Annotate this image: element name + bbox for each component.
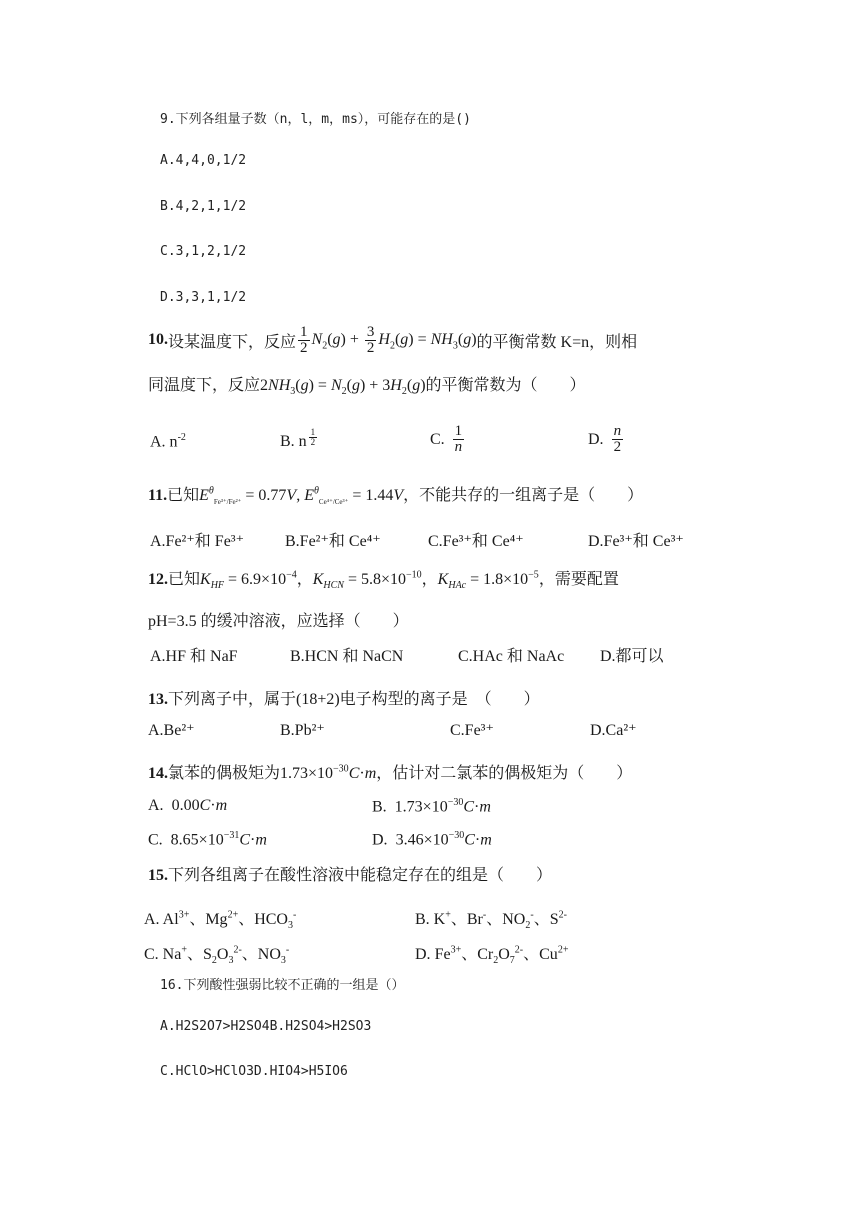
q12-option-a: A.HF 和 NaF [150, 648, 238, 665]
q12-constants: $K_{HF} = 6.9\times 10^{-4}$，$K_{HCN} = 5.8\times 10^{-10}$，$K_{HAc} = 1.8\times 10^{-5}$ [200, 569, 539, 592]
q9-stem: 9.下列各组量子数（n，l，m，ms），可能存在的是() [160, 112, 471, 127]
q12-option-c: C.HAc 和 NaAc [458, 648, 565, 665]
q12-number: 12. [148, 571, 168, 588]
q14-option-d: D. $3.46\times 10^{-30}C\cdot m$ [372, 830, 492, 849]
q14-stem: 14.氯苯的偶极矩为$1.73\times 10^{-30}C\cdot m$，估计对二氯苯的偶极矩为（ ） [148, 763, 633, 782]
q11-number: 11. [148, 487, 168, 504]
q11-potentials: $E^\theta_{Fe^{3+}/Fe^{2+}} = 0.77V$, $E^\theta_{Ce^{4+}/Ce^{3+}} = 1.44V$ [199, 485, 404, 507]
q12-option-d: D.都可以 [600, 648, 664, 665]
q10-number: 10. [148, 331, 168, 348]
q11-option-b: B.Fe²⁺和 Ce⁴⁺ [285, 533, 381, 550]
q15-option-a: A. $Al^{3+}$、$Mg^{2+}$、$HCO_3^-$ [144, 909, 297, 932]
q11-option-a: A.Fe²⁺和 Fe³⁺ [150, 533, 245, 550]
q10-stem-part: 设某温度下，反应 [168, 333, 297, 351]
q11-option-c: C.Fe³⁺和 Ce⁴⁺ [428, 533, 524, 550]
q10-stem-line2 [148, 372, 586, 397]
q10-option-c: C. $\frac{1}{n}$ [430, 423, 463, 455]
q16-stem: 16.下列酸性强弱比较不正确的一组是（） [160, 978, 405, 993]
q11-stem: 11.已知$E^\theta_{Fe^{3+}/Fe^{2+}} = 0.77V$, $E^\theta_{Ce^{4+}/Ce^{3+}} = 1.44V$，不能共存的一组离子是（ ） [148, 485, 644, 507]
q12-stem-line2: pH=3.5 的缓冲溶液，应选择（ ） [148, 613, 409, 630]
q10-stem-part: 的平衡常数 K=n，则相 [476, 333, 638, 351]
q13-option-d: D.Ca²⁺ [590, 722, 637, 739]
q10-option-b: B. n $^{\frac{1}{2}}$ [280, 427, 316, 451]
q15-option-c: C. Na+、$S_2O_3^{2-}$、$NO_3^-$ [144, 944, 290, 967]
q12-stem-line1: 12.已知$K_{HF} = 6.9\times 10^{-4}$，$K_{HCN} = 5.8\times 10^{-10}$，$K_{HAc} = 1.8\times 10^{-5}$，需要配置 [148, 569, 619, 592]
q16-options-line1: A.H2S2O7>H2SO4B.H2SO4>H2SO3 [160, 1019, 372, 1034]
q16-options-line2: C.HClO>HClO3D.HIO4>H5IO6 [160, 1064, 348, 1079]
q15-stem: 15.下列各组离子在酸性溶液中能稳定存在的组是（ ） [148, 867, 553, 884]
q15-option-d: D. $Fe^{3+}$、$Cr_2O_7^{2-}$、$Cu^{2+}$ [415, 944, 569, 967]
q10-option-d: D. $\frac{n}{2}$ [588, 423, 622, 455]
q10-stem-part: 同温度下，反应 [148, 377, 261, 394]
q14-option-a: A. 0.00C·m [148, 797, 228, 814]
q10-stem-part: 的平衡常数为（ ） [425, 377, 586, 394]
q10-option-a: A. $n^{-2}$ [150, 432, 186, 451]
q14-option-b: B. $1.73\times 10^{-30}C\cdot m$ [372, 797, 491, 816]
q10-equation-2: $2NH_3(g) = N_2(g) + 3H_2(g)$ [260, 377, 426, 398]
q12-option-b: B.HCN 和 NaCN [290, 648, 404, 665]
q9-option-d: D.3,3,1,1/2 [160, 290, 247, 305]
q14-number: 14. [148, 765, 168, 782]
q15-option-b: B. K+、Br-、$NO_2^-$、$S^{2-}$ [415, 909, 567, 932]
q10-stem-line1 [148, 320, 637, 360]
q13-option-b: B.Pb²⁺ [280, 722, 325, 739]
q13-option-a: A.Be²⁺ [148, 722, 195, 739]
q11-option-d: D.Fe³⁺和 Ce³⁺ [588, 533, 684, 550]
q13-stem: 13.下列离子中，属于(18+2)电子构型的离子是 （ ） [148, 691, 540, 708]
q14-option-c: C. $8.65\times 10^{-31}C\cdot m$ [148, 830, 267, 849]
q13-option-c: C.Fe³⁺ [450, 722, 494, 739]
q15-number: 15. [148, 867, 168, 884]
q14-value: $1.73\times 10^{-30}C\cdot m$ [280, 763, 377, 782]
q13-number: 13. [148, 691, 168, 708]
q10-equation-1: $\frac{1}{2}$ $N_2(g)$ + $\frac{3}{2}$ $H_2(g) = NH_3(g)$ [300, 323, 477, 356]
q9-option-c: C.3,1,2,1/2 [160, 244, 247, 259]
q9-option-b: B.4,2,1,1/2 [160, 199, 247, 214]
q9-option-a: A.4,4,0,1/2 [160, 153, 247, 168]
